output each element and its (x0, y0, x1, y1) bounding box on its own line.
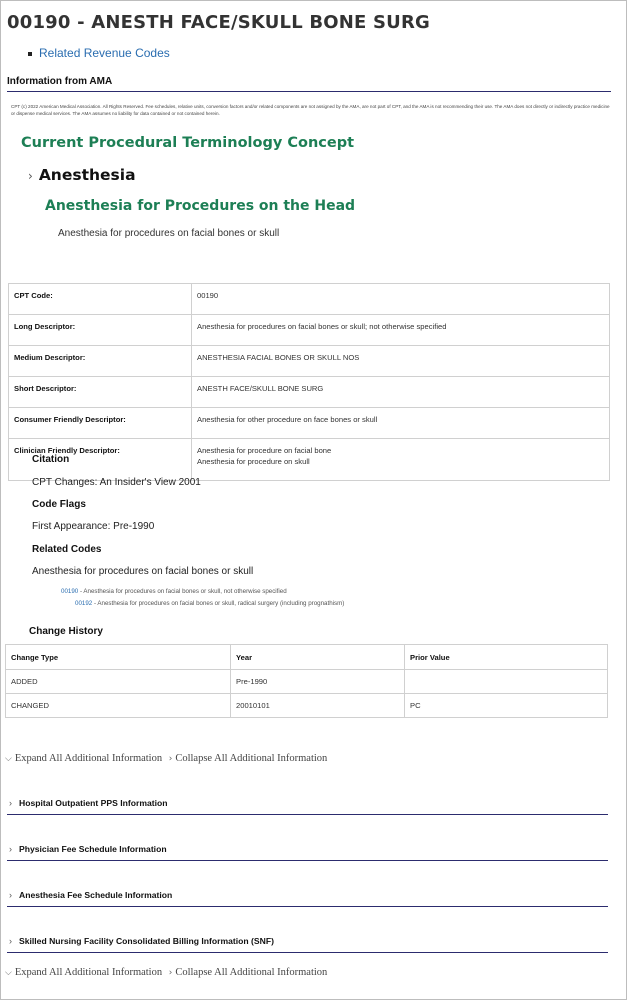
column-header: Change Type (6, 645, 231, 670)
bullet-icon (28, 52, 32, 56)
table-row (9, 346, 610, 377)
concept-description: Anesthesia for procedures on facial bones or skull (58, 228, 280, 239)
related-code-desc: - Anesthesia for procedures on facial bones or skull, not otherwise specified (78, 588, 287, 595)
expand-all-button[interactable] (5, 753, 162, 764)
citation-text: CPT Changes: An Insider's View 2001 (32, 477, 201, 488)
chevron-right-icon: › (28, 168, 33, 183)
descriptor-value: Anesthesia for procedures on facial bones or skull; not otherwise specified (192, 315, 610, 346)
table-row (9, 439, 610, 481)
table-row (9, 408, 610, 439)
collapse-all-button[interactable] (169, 967, 328, 978)
related-code-item (75, 600, 344, 607)
table-cell: CHANGED (6, 694, 231, 718)
code-flags-text: First Appearance: Pre-1990 (32, 521, 155, 532)
citation-heading: Citation (32, 454, 70, 465)
descriptor-value: 00190 (192, 284, 610, 315)
table-cell: ADDED (6, 670, 231, 694)
related-revenue-codes-item (28, 46, 170, 60)
table-header-row (6, 645, 608, 670)
chevron-right-icon: › (168, 968, 173, 978)
page-title: 00190 - ANESTH FACE/SKULL BONE SURG (7, 12, 431, 33)
expand-collapse-bar (5, 967, 327, 978)
related-code-link[interactable]: 00190 (61, 588, 79, 595)
change-history-table (5, 644, 608, 718)
related-codes-heading: Related Codes (32, 544, 102, 555)
table-cell (405, 670, 608, 694)
expand-all-label: Expand All Additional Information (14, 753, 163, 764)
cpt-concept-heading: Current Procedural Terminology Concept (21, 135, 355, 151)
accordion-label: Skilled Nursing Facility Consolidated Billing Information (SNF) (19, 936, 274, 946)
column-header: Prior Value (405, 645, 608, 670)
table-row (6, 670, 608, 694)
descriptor-value-line: Anesthesia for procedure on skull (197, 457, 310, 466)
change-history-heading: Change History (29, 626, 103, 637)
chevron-right-icon: › (9, 936, 12, 946)
accordion-label: Hospital Outpatient PPS Information (19, 798, 168, 808)
info-from-ama-heading: Information from AMA (7, 76, 113, 87)
descriptor-value: ANESTHESIA FACIAL BONES OR SKULL NOS (192, 346, 610, 377)
divider (7, 952, 608, 953)
table-row (9, 315, 610, 346)
accordion-label: Physician Fee Schedule Information (19, 844, 167, 854)
related-revenue-codes-link[interactable]: Related Revenue Codes (39, 46, 170, 60)
table-cell: 20010101 (231, 694, 405, 718)
descriptor-label: Clinician Friendly Descriptor: (9, 439, 192, 481)
code-flags-heading: Code Flags (32, 499, 86, 510)
chevron-right-icon: › (9, 844, 12, 854)
accordion-snf[interactable] (9, 936, 609, 946)
descriptor-label: Short Descriptor: (9, 377, 192, 408)
related-code-item (61, 588, 287, 595)
table-cell: PC (405, 694, 608, 718)
subcategory-heading: Anesthesia for Procedures on the Head (45, 198, 356, 214)
expand-all-label: Expand All Additional Information (14, 967, 163, 978)
category-toggle[interactable] (28, 166, 136, 184)
divider (7, 814, 608, 815)
divider (7, 91, 611, 92)
descriptor-value-line: Anesthesia for procedure on facial bone (197, 446, 332, 455)
collapse-all-button[interactable] (169, 753, 328, 764)
descriptor-label: Long Descriptor: (9, 315, 192, 346)
chevron-down-icon: ⌵ (5, 968, 12, 978)
accordion-physician-fee-schedule[interactable] (9, 844, 609, 854)
chevron-down-icon: ⌵ (5, 754, 12, 764)
table-row (9, 377, 610, 408)
descriptor-value (192, 439, 610, 481)
accordion-label: Anesthesia Fee Schedule Information (19, 890, 173, 900)
descriptor-label: Consumer Friendly Descriptor: (9, 408, 192, 439)
collapse-all-label: Collapse All Additional Information (175, 753, 328, 764)
related-code-link[interactable]: 00192 (75, 600, 93, 607)
descriptor-value: Anesthesia for other procedure on face bones or skull (192, 408, 610, 439)
chevron-right-icon: › (9, 798, 12, 808)
descriptor-label: Medium Descriptor: (9, 346, 192, 377)
descriptor-table (8, 283, 610, 481)
descriptor-value: ANESTH FACE/SKULL BONE SURG (192, 377, 610, 408)
table-cell: Pre-1990 (231, 670, 405, 694)
related-code-desc: - Anesthesia for procedures on facial bones or skull, radical surgery (including prognathism) (92, 600, 345, 607)
chevron-right-icon: › (9, 890, 12, 900)
divider (7, 906, 608, 907)
related-codes-text: Anesthesia for procedures on facial bones or skull (32, 566, 254, 577)
accordion-hospital-outpatient[interactable] (9, 798, 609, 808)
column-header: Year (231, 645, 405, 670)
descriptor-label: CPT Code: (9, 284, 192, 315)
divider (7, 860, 608, 861)
category-label: Anesthesia (38, 166, 136, 184)
accordion-anesthesia-fee-schedule[interactable] (9, 890, 609, 900)
table-row (9, 284, 610, 315)
expand-all-button[interactable] (5, 967, 162, 978)
table-row (6, 694, 608, 718)
chevron-right-icon: › (168, 754, 173, 764)
collapse-all-label: Collapse All Additional Information (175, 967, 328, 978)
copyright-notice: CPT (c) 2022 American Medical Association. All Rights Reserved. Fee schedules, relative units, conversion factors and/or related components are not assigned by the AMA, are not part of CPT, and the AMA is not recommending their use. The AMA does not directly or indirectly practice medicine or dispense medical services. The AMA assumes no liability for data contained or not contained herein. (11, 104, 610, 116)
expand-collapse-bar (5, 753, 327, 764)
